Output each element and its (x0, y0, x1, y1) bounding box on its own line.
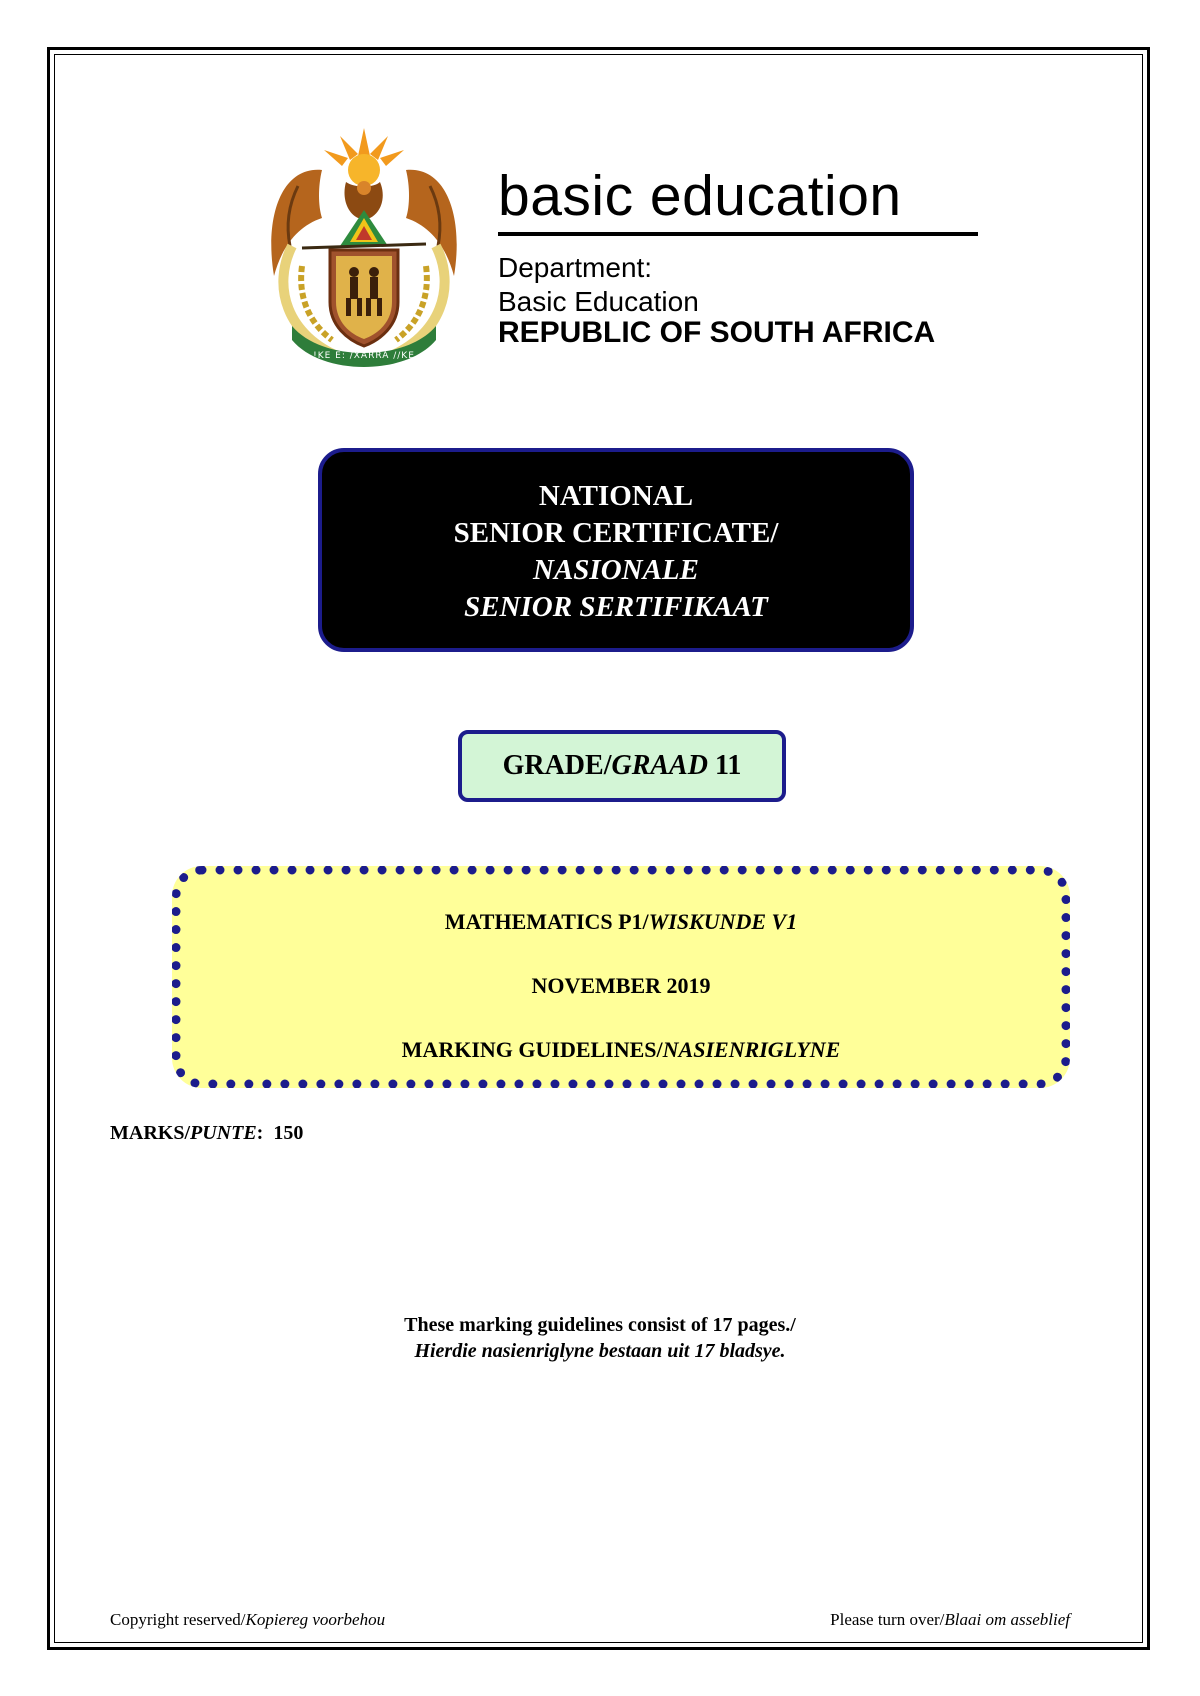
certificate-box (318, 448, 914, 652)
marks-label-af: PUNTE (190, 1122, 257, 1144)
certificate-line-4: SENIOR SERTIFIKAAT (464, 591, 768, 623)
subject-box (172, 866, 1070, 1088)
copyright-en: Copyright reserved/ (110, 1610, 246, 1629)
marks-line (110, 1122, 303, 1145)
footer-copyright (110, 1610, 385, 1630)
turn-over-af: Blaai om asseblief (944, 1610, 1070, 1629)
exam-date: NOVEMBER 2019 (531, 973, 711, 998)
marks-label: MARKS/ (110, 1122, 190, 1144)
grade-box (458, 730, 786, 802)
copyright-af: Kopiereg voorbehou (245, 1610, 386, 1629)
subject-title-en: MATHEMATICS P1/ (444, 909, 649, 934)
certificate-line-2: SENIOR CERTIFICATE/ (453, 517, 779, 549)
brand-rule (498, 232, 978, 236)
marks-colon: : (256, 1122, 264, 1144)
turn-over-en: Please turn over/ (830, 1610, 945, 1629)
guidelines-en: MARKING GUIDELINES/ (401, 1037, 663, 1062)
department-name: Basic Education (498, 286, 699, 317)
country-name: REPUBLIC OF SOUTH AFRICA (498, 316, 936, 349)
guidelines-af: NASIENRIGLYNE (662, 1037, 841, 1062)
pages-note-en: These marking guidelines consist of 17 pages./ (404, 1314, 796, 1336)
footer-turn-over (830, 1610, 1070, 1630)
department-label: Department: (498, 252, 653, 283)
guidelines-title (181, 1037, 1061, 1063)
marks-value: 150 (273, 1122, 304, 1144)
certificate-line-1: NATIONAL (538, 480, 694, 512)
subject-title (181, 909, 1061, 935)
pages-note-af: Hierdie nasienriglyne bestaan uit 17 bladsye. (414, 1340, 786, 1362)
motto-text: !KE E: /XARRA //KE (313, 351, 415, 361)
subject-title-af: WISKUNDE V1 (648, 909, 798, 934)
certificate-line-3: NASIONALE (533, 554, 699, 586)
coat-of-arms-icon (262, 126, 466, 372)
grade-number: 11 (714, 750, 742, 781)
brand-title: basic education (498, 164, 902, 228)
grade-label-af: GRAAD (611, 750, 708, 781)
grade-label: GRADE/ (502, 750, 612, 781)
